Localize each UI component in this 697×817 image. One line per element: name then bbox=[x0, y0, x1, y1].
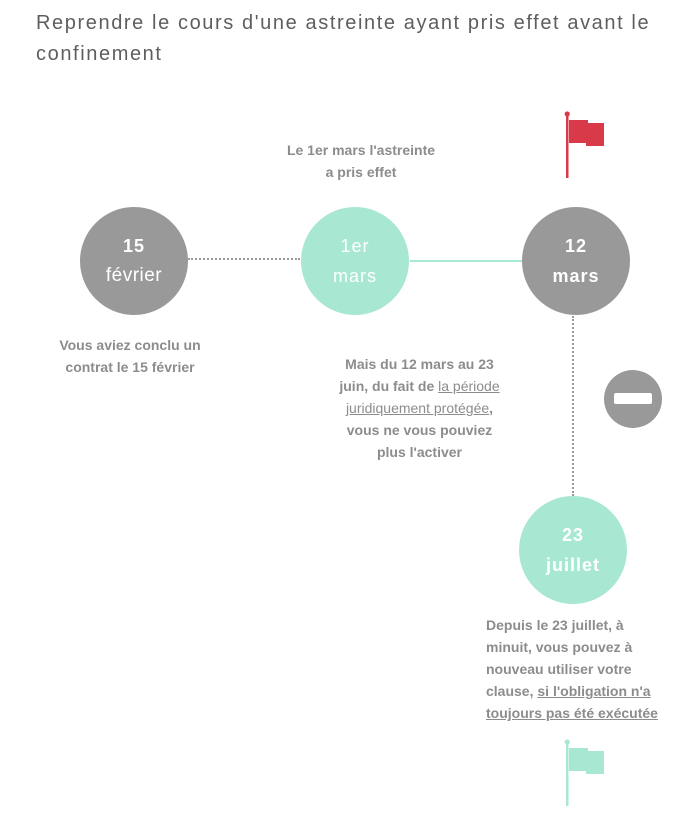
node-23-juillet bbox=[519, 496, 627, 604]
node-month: février bbox=[105, 265, 163, 286]
obligation-not-executed-link[interactable]: si l'obligation n'a toujours pas été exécutée bbox=[486, 683, 658, 721]
node-month: juillet bbox=[545, 555, 600, 575]
node-day: 15 bbox=[122, 236, 146, 256]
node-day: 1er bbox=[340, 236, 370, 256]
connector-mar1-mar12 bbox=[410, 260, 522, 262]
connector-mar12-jul23 bbox=[572, 316, 574, 496]
red-flag-icon bbox=[564, 112, 604, 180]
node-1er-mars bbox=[301, 207, 409, 315]
note-jul23-resume: Depuis le 23 juillet, à minuit, vous pouvez à nouveau utiliser votre clause, si l'obligation n'a toujours pas été exécutée bbox=[486, 617, 658, 721]
node-day: 12 bbox=[564, 236, 588, 256]
connector-feb15-mar1 bbox=[188, 258, 300, 260]
node-day: 23 bbox=[561, 525, 585, 545]
node-month: mars bbox=[333, 266, 377, 286]
note-mar1-effect: Le 1er mars l'astreinte a pris effet bbox=[286, 142, 436, 180]
node-12-mars bbox=[522, 207, 630, 315]
node-month: mars bbox=[552, 266, 600, 286]
mint-flag-icon bbox=[564, 740, 604, 808]
page-title: Reprendre le cours d'une astreinte ayant pris effet avant le confinement bbox=[36, 12, 651, 65]
node-15-fevrier bbox=[80, 207, 188, 315]
note-mar12-protected-period: Mais du 12 mars au 23 juin, du fait de la période juridiquement protégée, vous ne vous pouviez plus l'activer bbox=[339, 356, 500, 460]
no-entry-icon bbox=[604, 370, 662, 428]
note-feb15-contract: Vous aviez conclu un contrat le 15 février bbox=[59, 337, 201, 375]
periode-juridiquement-protegee-link[interactable]: la période juridiquement protégée bbox=[345, 378, 500, 416]
